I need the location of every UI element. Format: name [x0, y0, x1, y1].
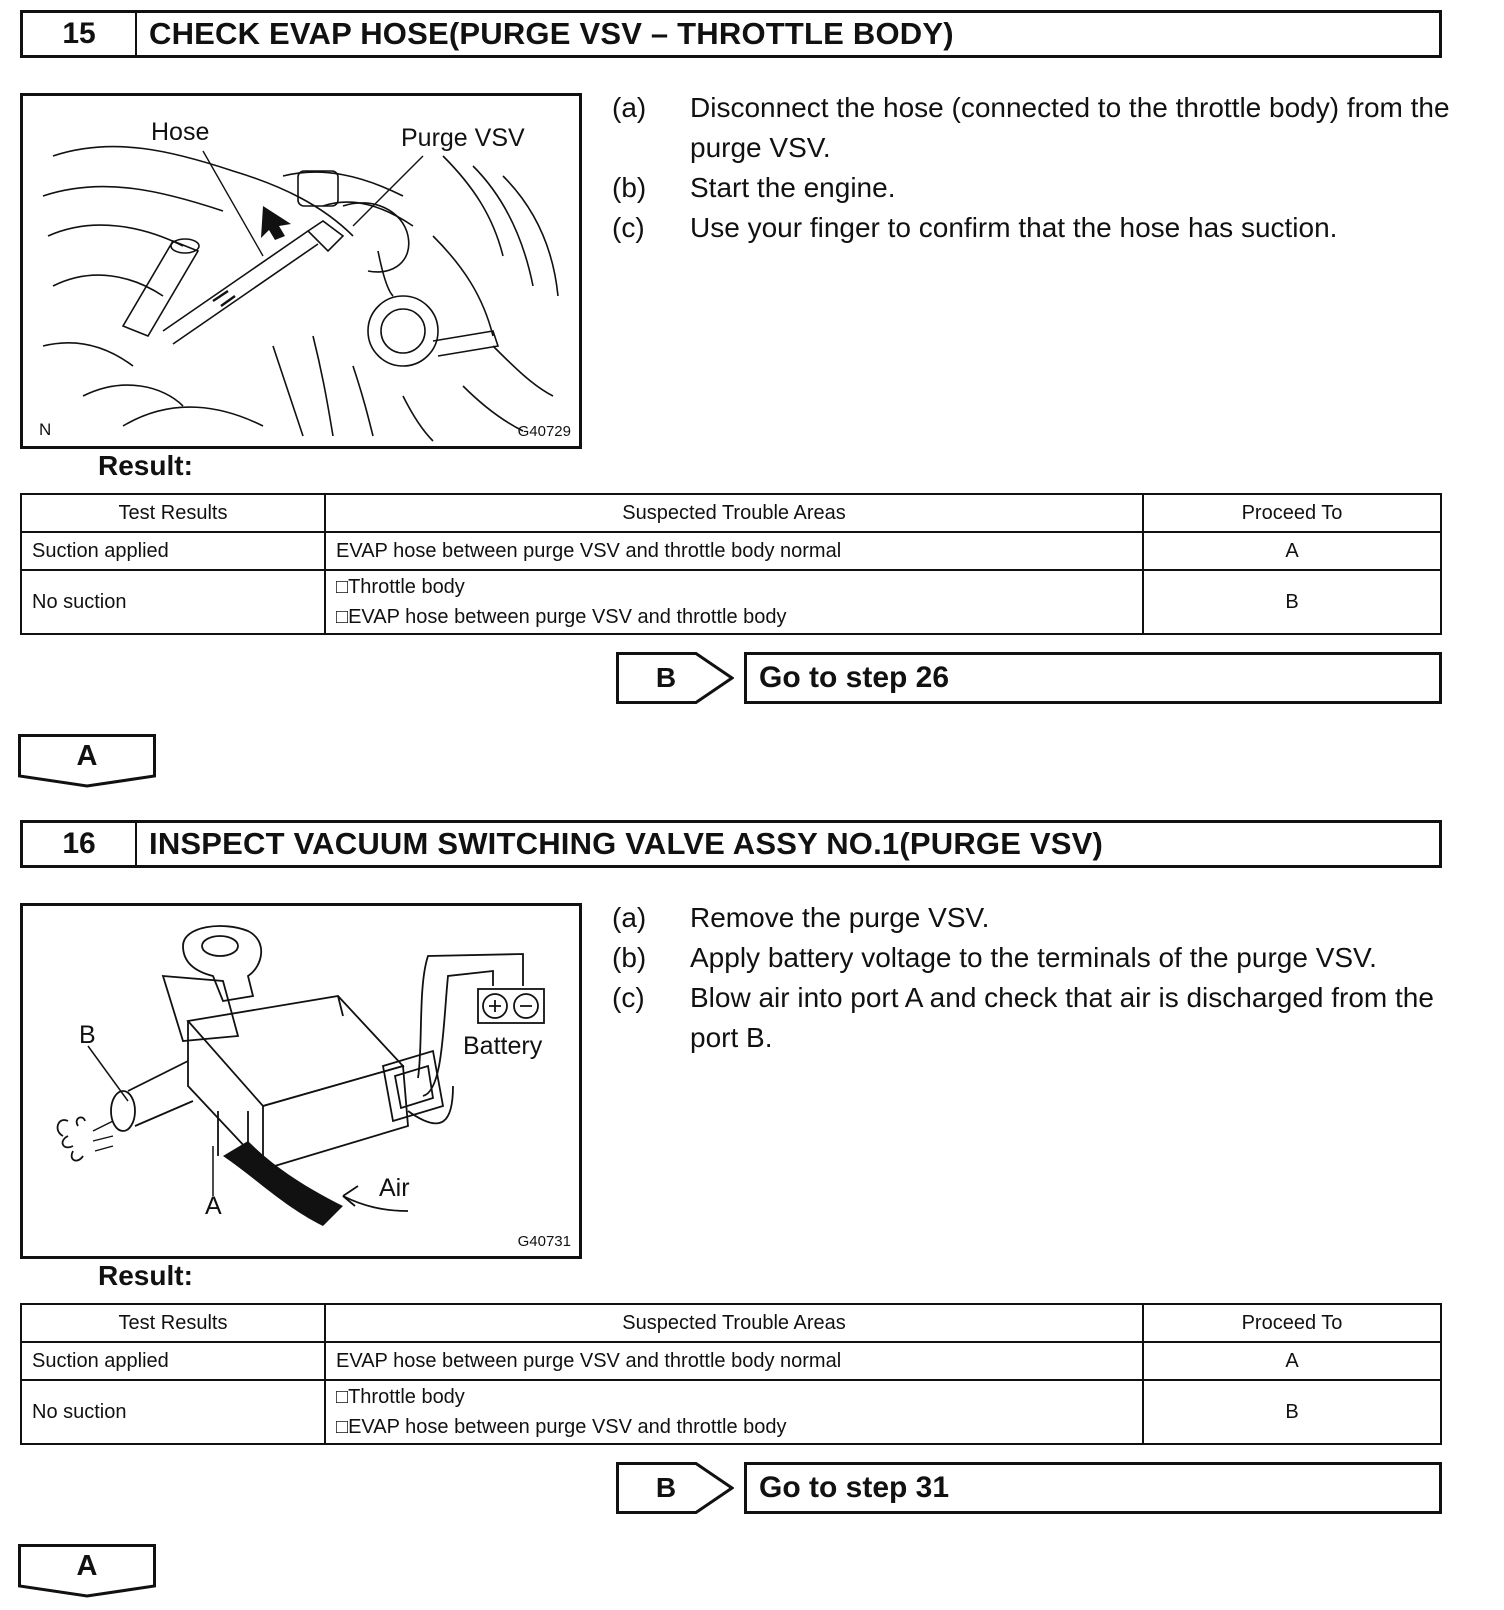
goto-step-box: Go to step 31	[744, 1462, 1442, 1514]
step-title: INSPECT VACUUM SWITCHING VALVE ASSY NO.1(PURGE VSV)	[149, 826, 1104, 861]
purge-vsv-figure	[20, 903, 582, 1259]
header-suspected-areas: Suspected Trouble Areas	[325, 494, 1143, 532]
cell-proceed-to: A	[1143, 532, 1441, 570]
step-15-section	[0, 0, 1504, 800]
step-16-section	[0, 810, 1504, 1610]
instruction-item	[612, 978, 1462, 1058]
table-row	[21, 570, 1441, 634]
instruction-text: Blow air into port A and check that air is discharged from the port B.	[690, 982, 1434, 1053]
step-header	[20, 820, 1442, 868]
instruction-letter: (a)	[612, 92, 647, 123]
instruction-letter: (c)	[612, 212, 645, 243]
cell-test-result: Suction applied	[21, 532, 325, 570]
table-row	[21, 1342, 1441, 1380]
figure-code: G40731	[517, 1233, 571, 1250]
suspected-area-item: □Throttle body	[336, 576, 465, 598]
cell-suspected-areas	[325, 570, 1143, 634]
instruction-letter: (a)	[612, 902, 647, 933]
instruction-list	[612, 898, 1462, 1058]
table-header-row	[21, 494, 1441, 532]
instruction-text: Use your finger to confirm that the hose has suction.	[690, 212, 1338, 243]
instruction-item	[612, 168, 1462, 208]
branch-a-marker	[18, 734, 156, 788]
branch-a-letter: A	[76, 739, 98, 772]
table-row	[21, 532, 1441, 570]
suspected-area-item: □Throttle body	[336, 1386, 465, 1408]
instruction-letter: (c)	[612, 982, 645, 1013]
result-label: Result:	[98, 450, 193, 481]
header-test-results: Test Results	[21, 1304, 325, 1342]
cell-suspected-area: EVAP hose between purge VSV and throttle body normal	[325, 1342, 1143, 1380]
purge-vsv-illustration	[23, 906, 579, 1256]
cell-test-result: Suction applied	[21, 1342, 325, 1380]
results-table	[20, 493, 1442, 635]
instruction-text: Disconnect the hose (connected to the throttle body) from the purge VSV.	[690, 92, 1450, 163]
header-suspected-areas: Suspected Trouble Areas	[325, 1304, 1143, 1342]
cell-suspected-areas	[325, 1380, 1143, 1444]
cell-test-result: No suction	[21, 570, 325, 634]
header-proceed-to: Proceed To	[1143, 1304, 1441, 1342]
suspected-area-item: □EVAP hose between purge VSV and throttle body	[336, 606, 787, 628]
table-row	[21, 1380, 1441, 1444]
cell-proceed-to: B	[1143, 570, 1441, 634]
step-title: CHECK EVAP HOSE(PURGE VSV – THROTTLE BODY)	[149, 16, 954, 51]
instruction-item	[612, 898, 1462, 938]
cell-proceed-to: A	[1143, 1342, 1441, 1380]
instruction-text: Start the engine.	[690, 172, 896, 203]
instruction-item	[612, 208, 1462, 248]
branch-a-letter: A	[76, 1549, 98, 1582]
suspected-area-item: □EVAP hose between purge VSV and throttle body	[336, 1416, 787, 1438]
instruction-item	[612, 938, 1462, 978]
branch-b-marker	[616, 1462, 734, 1514]
results-table	[20, 1303, 1442, 1445]
branch-b-letter: B	[655, 662, 677, 693]
hose-figure	[20, 93, 582, 449]
hose-label: Hose	[151, 118, 210, 146]
figure-corner-mark: N	[39, 420, 52, 439]
instruction-list	[612, 88, 1462, 248]
branch-b-letter: B	[655, 1472, 677, 1503]
cell-test-result: No suction	[21, 1380, 325, 1444]
header-proceed-to: Proceed To	[1143, 494, 1441, 532]
instruction-item	[612, 88, 1462, 168]
step-number: 15	[23, 13, 137, 55]
instruction-text: Remove the purge VSV.	[690, 902, 990, 933]
port-a-label: A	[205, 1192, 222, 1220]
battery-label: Battery	[463, 1032, 543, 1060]
result-label: Result:	[98, 1260, 193, 1291]
branch-a-marker	[18, 1544, 156, 1598]
step-header	[20, 10, 1442, 58]
instruction-text: Apply battery voltage to the terminals of the purge VSV.	[690, 942, 1377, 973]
instruction-letter: (b)	[612, 172, 647, 203]
purge-vsv-label: Purge VSV	[401, 124, 525, 152]
figure-code: G40729	[517, 423, 571, 440]
cell-proceed-to: B	[1143, 1380, 1441, 1444]
cell-suspected-area: EVAP hose between purge VSV and throttle body normal	[325, 532, 1143, 570]
header-test-results: Test Results	[21, 494, 325, 532]
instruction-letter: (b)	[612, 942, 647, 973]
step-number: 16	[23, 823, 137, 865]
port-b-label: B	[79, 1021, 96, 1049]
goto-step-box: Go to step 26	[744, 652, 1442, 704]
table-header-row	[21, 1304, 1441, 1342]
branch-b-marker	[616, 652, 734, 704]
air-label: Air	[379, 1174, 410, 1202]
